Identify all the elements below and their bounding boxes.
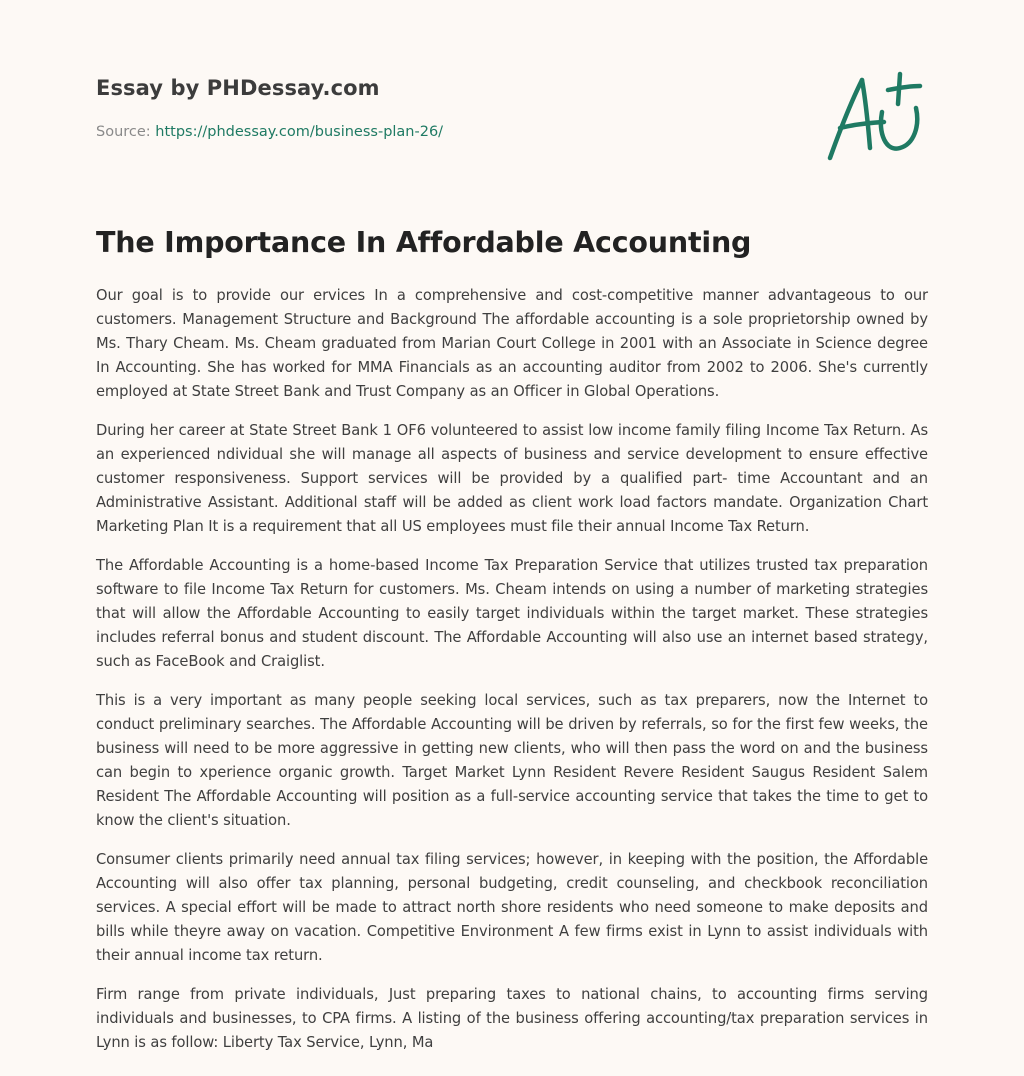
essay-paragraph-5: Consumer clients primarily need annual tax filing services; however, in keeping with the position, the Affordable Accounting will also offer tax planning, personal budgeting, credit counseling, and checkbook reconciliation services. A special effort will be made to attract north shore residents who need someone to make deposits and bills while theyre away on vacation. Competitive Environment A few firms exist in Lynn to assist individuals with their annual income tax return. [96, 851, 928, 964]
essay-paragraph-6: Firm range from private individuals, Just preparing taxes to national chains, to accounting firms serving individuals and businesses, to CPA firms. A listing of the business offering accounting/tax preparation services in Lynn is as follow: Liberty Tax Service, Lynn, Ma [96, 986, 928, 1051]
essay-paragraph-2: During her career at State Street Bank 1 OF6 volunteered to assist low income family filing Income Tax Return. As an experienced ndividual she will manage all aspects of business and service development to ensure effective customer responsiveness. Support services will be provided by a qualified part- time Accountant and an Administrative Assistant. Additional staff will be added as client work load factors mandate. Organization Chart Marketing Plan It is a requirement that all US employees must file their annual Income Tax Return. [96, 422, 928, 535]
brand-title: Essay by PHDessay.com [96, 76, 380, 100]
essay-paragraph-3: The Affordable Accounting is a home-based Income Tax Preparation Service that utilizes trusted tax preparation software to file Income Tax Return for customers. Ms. Cheam intends on using a number of marketing strategies that will allow the Affordable Accounting to easily target individuals within the target market. These strategies includes referral bonus and student discount. The Affordable Accounting will also use an internet based strategy, such as FaceBook and Craiglist. [96, 557, 928, 670]
source-link[interactable]: https://phdessay.com/business-plan-26/ [155, 124, 444, 140]
a-plus-logo-svg [826, 68, 926, 164]
source-label: Source: [96, 124, 151, 140]
essay-body [96, 284, 928, 1070]
a-plus-logo-icon [826, 68, 926, 164]
essay-paragraph-4: This is a very important as many people seeking local services, such as tax preparers, now the Internet to conduct preliminary searches. The Affordable Accounting will be driven by referrals, so for the first few weeks, the business will need to be more aggressive in getting new clients, who will then pass the word on and the business can begin to xperience organic growth. Target Market Lynn Resident Revere Resident Saugus Resident Salem Resident The Affordable Accounting will position as a full-service accounting service that takes the time to get to know the client's situation. [96, 692, 928, 829]
source-line [96, 124, 443, 140]
essay-paragraph-1: Our goal is to provide our ervices In a comprehensive and cost-competitive manner advantageous to our customers. Management Structure and Background The affordable accounting is a sole proprietorship owned by Ms. Thary Cheam. Ms. Cheam graduated from Marian Court College in 2001 with an Associate in Science degree In Accounting. She has worked for MMA Financials as an accounting auditor from 2002 to 2006. She's currently employed at State Street Bank and Trust Company as an Officer in Global Operations. [96, 287, 928, 400]
essay-title: The Importance In Affordable Accounting [96, 226, 752, 259]
